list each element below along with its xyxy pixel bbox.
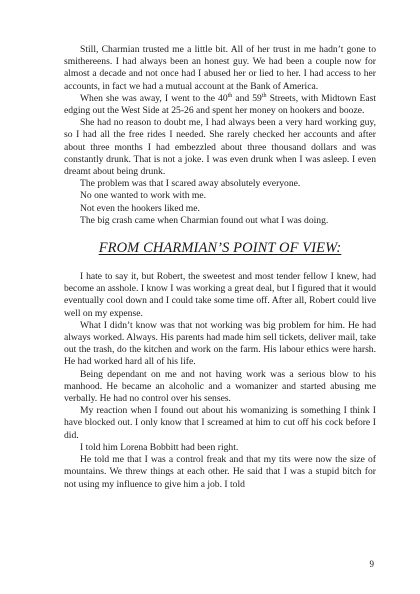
paragraph-fragment: When she was away, I went to the 40 [80,92,228,104]
paragraph: Being dependant on me and not having work was a serious blow to his manhood. He became an alcoholic and a womanizer and started abusing me verbally. He had no control over his senses. [64,368,376,405]
paragraph: The big crash came when Charmian found out what I was doing. [80,214,329,226]
section-heading: FROM CHARMIAN’S POINT OF VIEW: [98,240,342,257]
superscript: th [227,92,233,99]
paragraph-fragment: and 59 [232,92,262,104]
paragraph: Still, Charmian trusted me a little bit. All of her trust in me hadn’t gone to smithereens. I had always been an honest guy. We had been a couple now for almost a decade and not once had I abused her or lied to her. I had access to her accounts, in fact we had a mutual account at the Bank of America. [64,44,376,92]
paragraph: Not even the hookers liked me. [80,202,200,214]
page-number: 9 [369,559,374,569]
paragraph: My reaction when I found out about his womanizing is something I think I have blocked out. I only know that I screamed at him to cut off his cock before I did. [64,405,376,441]
paragraph-fragment: Streets, with Midtown East edging out the West Side at 25-26 and spent her money on hookers and booze. [64,92,376,117]
paragraph: No one wanted to work with me. [80,190,207,202]
paragraph: She had no reason to doubt me, I had always been a very hard working guy, so I had all the free rides I needed. She rarely checked her accounts and after about three months I had embezzled about three thousand dollars and was constantly drunk. That is not a joke. I was even drunk when I was asleep. I even dreamt about being drunk. [64,117,376,178]
body-text [64,44,376,491]
paragraph: What I didn’t know was that not working was big problem for him. He had always worked. Always. His parents had made him sell tickets, deliver mail, take out the trash, do the kitchen and work on the farm. His labour ethics were harsh. He had worked hard all of his life. [64,319,376,368]
paragraph: I hate to say it, but Robert, the sweetest and most tender fellow I knew, had become an asshole. I know I was working a great deal, but I figured that it would eventually cool down and I could take some time off. After all, Robert could live well on my expense. [64,271,376,319]
paragraph-streets [64,93,376,117]
superscript: th [261,92,267,99]
paragraph: I told him Lorena Bobbitt had been right. [80,441,239,453]
paragraph: He told me that I was a control freak and that my tits were now the size of mountains. We threw things at each other. He said that I was a stupid bitch for not using my influence to give him a job. I told [64,454,376,490]
paragraph: The problem was that I scared away absolutely everyone. [80,178,301,190]
